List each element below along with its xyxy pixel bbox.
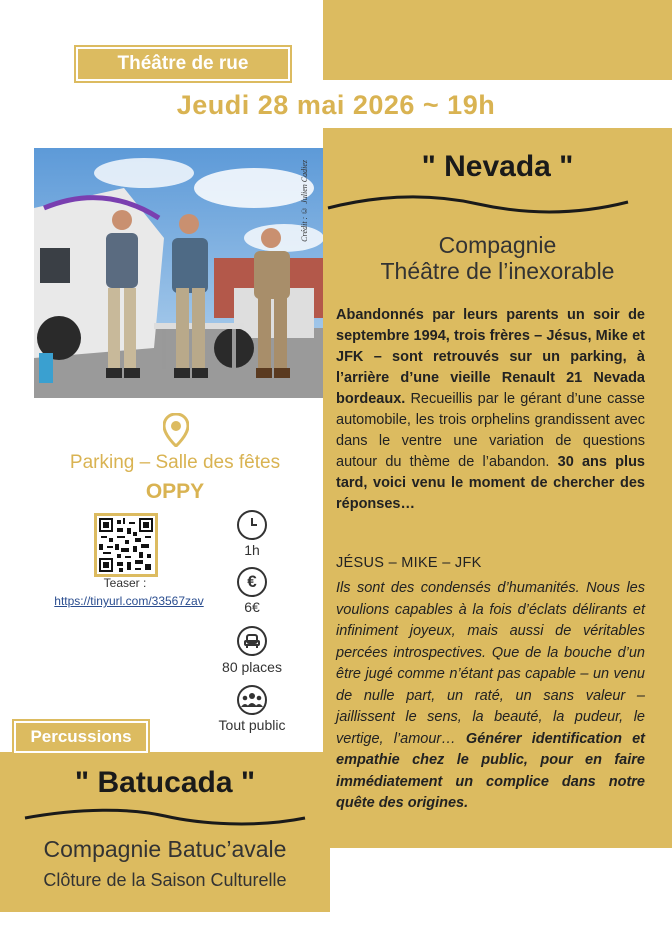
show-description — [336, 305, 645, 515]
header-gold-band — [323, 0, 672, 80]
decorative-wave — [323, 192, 633, 216]
description-bold-outro: 30 ans plus tard, voici venu le moment de chercher des réponses… — [336, 454, 645, 512]
show-photo — [34, 148, 323, 398]
audience-icon-glyph — [241, 692, 263, 708]
second-category-label: Percussions — [14, 721, 148, 753]
price-value: 6€ — [244, 599, 260, 615]
company-name — [323, 232, 672, 284]
duration-value: 1h — [244, 542, 260, 558]
show-title: " Nevada " — [421, 150, 574, 183]
company-line-1: Compagnie — [438, 232, 557, 258]
company-quote — [336, 578, 645, 815]
clock-icon-glyph — [242, 515, 262, 535]
clock-icon — [237, 510, 267, 540]
audience-value: Tout public — [218, 717, 286, 733]
company-line-2: Théâtre de l’inexorable — [380, 258, 615, 284]
seat-icon — [237, 626, 267, 656]
euro-icon — [237, 567, 267, 597]
category-label: Théâtre de rue — [76, 47, 290, 81]
teaser-link[interactable]: https://tinyurl.com/33567zav — [54, 594, 204, 608]
seat-icon-glyph — [242, 631, 262, 651]
photo-credit: Crédit : © Julien Cadiez — [300, 160, 309, 242]
photo-illustration — [34, 148, 323, 398]
audience-icon — [237, 685, 267, 715]
quote-bold: Générer identification et empathie chez le public, pour en faire immédiatement un complice dans notre quête des origines. — [336, 730, 645, 811]
seats-value: 80 places — [222, 659, 282, 675]
description-body: Recueillis par le gérant d’une casse automobile, les trois orphelins grandissent avec dans le ventre une variation de questions autour du thème de l’abandon. — [336, 391, 645, 470]
season-closing-label: Clôture de la Saison Culturelle — [43, 870, 287, 890]
qr-code-graphic — [97, 516, 155, 574]
decorative-wave-bottom — [20, 806, 310, 830]
venue-name: Parking – Salle des fêtes — [69, 452, 281, 473]
location-pin-icon — [163, 413, 189, 447]
second-show-title: " Batucada " — [74, 766, 256, 799]
description-bold-intro: Abandonnés par leurs parents un soir de septembre 1994, trois frères – Jésus, Mike et JFK – sont retrouvés sur un parking, à l’arrière d’une vieille Renault 21 Nevada bordeaux. — [336, 307, 645, 407]
qr-code[interactable] — [94, 513, 158, 577]
event-date: Jeudi 28 mai 2026 ~ 19h — [176, 90, 496, 120]
cast-names: JÉSUS – MIKE – JFK — [336, 555, 482, 571]
euro-icon-glyph: € — [247, 572, 257, 591]
second-company-name: Compagnie Batuc’avale — [43, 836, 287, 862]
town-name: OPPY — [145, 480, 205, 503]
teaser-label: Teaser : — [103, 576, 147, 590]
quote-text: Ils sont des condensés d’humanités. Nous les voulions capables à la fois d’éclats délirants et infiniment joyeux, mais aussi de véritables percées introspectives. Que de la bouche d’un être jugé comme n’étant pas capable – un venu de nulle part, un raté, un sans valeur – jaillissent le sens, la beauté, la pudeur, le vertige, l’amour… — [336, 580, 645, 747]
